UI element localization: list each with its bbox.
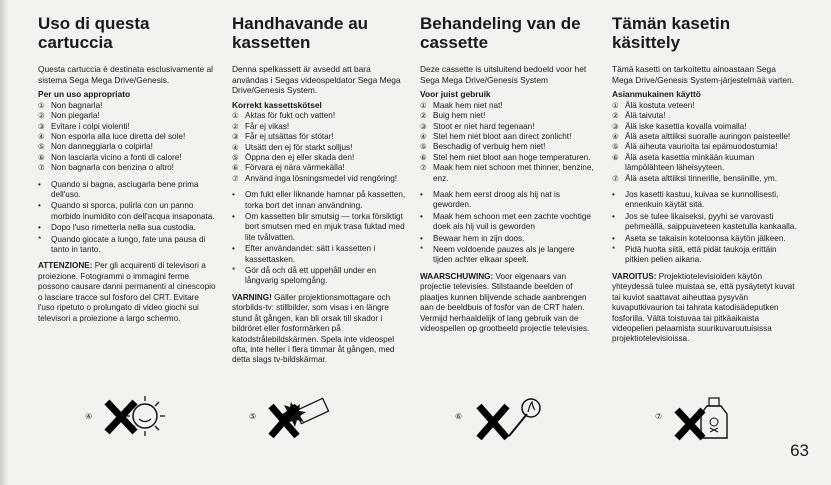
section-title: Behandeling van de cassette (420, 14, 581, 52)
rule-text: Non lasciarla vicino a fonti di calore! (51, 152, 182, 162)
warning-paragraph (420, 272, 596, 334)
list-item (232, 190, 408, 211)
tip-text: Quando giocate a lungo, fate una pausa di tanto in tanto. (51, 234, 206, 255)
list-item (420, 245, 596, 266)
bullet-mark: • (232, 244, 235, 254)
bullet-mark: • (612, 233, 615, 243)
list-item (232, 111, 408, 121)
bullet-mark: • (612, 190, 615, 200)
list-item (38, 235, 216, 256)
pictogram-damage (249, 392, 339, 462)
list-item (612, 234, 798, 244)
list-item (420, 190, 596, 211)
list-item (420, 101, 596, 111)
tip-text: Om fukt eller liknande hamnar på kassetten, torka bort det innan användning. (245, 190, 406, 210)
tip-text: Om kassetten blir smutsig — torka försiktigt bort smutsen med en mjuk trasa fuktad med lite tvålvatten. (245, 212, 405, 242)
intro-text: Deze cassette is uitsluitend bedoeld voor het Sega Mega Drive/Genesis System (420, 64, 587, 85)
list-item (420, 153, 596, 163)
subheading: Per un uso appropriato (38, 89, 131, 100)
list-item (38, 101, 216, 111)
rule-number: ④ (38, 132, 45, 141)
rule-text: Stoot er niet hard tegenaan! (433, 121, 535, 131)
bullet-mark: * (612, 245, 616, 255)
care-rules-list (420, 101, 596, 184)
rule-text: Älä aseta kasettia minkään kuuman lämpölähteen läheisyyteen. (625, 152, 755, 173)
bullet-mark: * (420, 245, 424, 255)
list-item (232, 212, 408, 243)
rule-text: Maak hem niet schoon met thinner, benzine, enz. (433, 163, 594, 183)
pictogram-number: ⑤ (249, 412, 257, 421)
rule-text: Evitare i colpi violenti! (51, 121, 130, 131)
tip-text: Aseta se takaisin koteloonsa käytön jälkeen. (625, 233, 786, 243)
list-item (420, 111, 596, 121)
intro-text: Denna spelkassett är avsedd att bara användas i Segas videospeldator Sega Mega Drive/Genesis System. (232, 64, 401, 96)
list-item (612, 190, 798, 211)
rule-number: ④ (612, 132, 619, 141)
bullet-mark: • (420, 233, 423, 243)
intro-text: Questa cartuccia è destinata esclusivamente al sistema Sega Mega Drive/Genesis. (38, 64, 214, 85)
list-item (232, 153, 408, 163)
rule-text: Non bagnarla con benzina o altro! (51, 163, 174, 173)
no-damage-icon (267, 392, 339, 452)
warning-label: WAARSCHUWING: (420, 271, 494, 281)
tip-text: Efter användandet: sätt i kassetten i kassettasken. (245, 244, 376, 264)
bullet-mark: • (232, 190, 235, 200)
list-item (420, 132, 596, 142)
list-item (420, 163, 596, 184)
rule-text: Buig hem niet! (433, 111, 486, 121)
column-dutch (420, 14, 596, 334)
list-item (38, 153, 216, 163)
warning-text: Per gli acquirenti di televisori a proiezione. Fotogrammi o immagini ferme possono causare danni permanenti al cinescopio o lasciare tracce sul fosforo del CRT. Evitare l'uso ripetuto o prolungato di video giochi sui televisori a proiezione a largo schermo. (38, 261, 216, 323)
tips-list (232, 190, 408, 287)
rule-text: Stel hem niet bloot aan hoge temperaturen. (433, 152, 591, 162)
rule-number: ① (232, 111, 239, 121)
bullet-mark: • (38, 179, 41, 189)
rule-number: ④ (420, 132, 427, 141)
tip-text: Jos se tulee likaiseksi, pyyhi se varovasti pehmeällä, saippuaveteen kastetulla kankaalla. (625, 211, 797, 232)
list-item (38, 132, 216, 142)
bullet-mark: * (38, 234, 42, 244)
bullet-mark: • (420, 190, 423, 200)
list-item (420, 142, 596, 152)
rule-text: Öppna den ej eller skada den! (245, 153, 355, 162)
tips-list (420, 190, 596, 266)
tip-text: Maak hem schoon met een zachte vochtige doek als hij vuil is geworden (433, 211, 591, 232)
warning-text: Gäller projektionsmottagare och storbilds-tv: stillbilder, som visas i en längre stund åt gången, kan bli orsak till skador i bildröret eller fosformärken på katodstrålebildskärmen. Spela inte videospel ofta, inte heller i flera timmar åt gången, med detta slags tv-bildskärmar. (232, 292, 395, 365)
bullet-mark: • (612, 211, 615, 221)
warning-label: ATTENZIONE: (38, 261, 93, 271)
rule-number: ⑥ (612, 152, 619, 162)
list-item (612, 212, 798, 233)
rule-text: Älä kostuta veteen! (625, 100, 695, 110)
rule-text: Non esporla alla luce diretta del sole! (51, 132, 186, 141)
rule-text: Aktas för fukt och vatten! (245, 111, 336, 121)
bullet-mark: • (232, 212, 235, 222)
list-item (232, 244, 408, 265)
care-rules-list (612, 101, 798, 184)
list-item (612, 122, 798, 132)
rule-number: ⑤ (420, 142, 427, 152)
bullet-mark: • (38, 223, 41, 233)
subheading: Asianmukainen käyttö (612, 89, 701, 100)
rule-text: Non danneggiarla o colpirla! (51, 142, 153, 152)
pictogram-number: ④ (85, 412, 93, 421)
section-title: Tämän kasetin käsittely (612, 14, 731, 52)
list-item (232, 266, 408, 287)
rule-number: ② (612, 111, 619, 121)
list-item (612, 101, 798, 111)
rule-text: Älä iske kasettia kovalla voimalla! (625, 121, 747, 131)
subheading: Voor juist gebruik (420, 89, 491, 100)
warning-paragraph (38, 261, 216, 323)
list-item (232, 163, 408, 173)
pictogram-sun (85, 392, 175, 462)
list-item (38, 163, 216, 173)
list-item (612, 245, 798, 266)
rule-text: Använd inga lösningsmedel vid rengöring! (245, 173, 398, 183)
list-item (38, 201, 216, 222)
warning-text: Voor eigenaars van projectie televisies. Stilstaande beelden of plaatjes kunnen blijvende schade aanbrengen aan de beeldbuis of fosfor van de CRT halen. Vermijd herhaaldelijk of lang gebruik van de videospellen op grootbeeld projectie televisies. (420, 271, 590, 333)
pictogram-thinner (655, 392, 755, 462)
pictogram-number: ⑥ (455, 412, 463, 421)
rule-number: ③ (612, 121, 619, 131)
rule-number: ① (38, 100, 45, 110)
rule-text: Förvara ej nära värmekälla! (245, 163, 345, 173)
rule-number: ③ (38, 121, 45, 131)
intro-text: Tämä kasetti on tarkoitettu ainoastaan Sega Mega Drive/Genesis System-järjestelmää varten. (612, 64, 794, 85)
section-title: Handhavande au kassetten (232, 14, 369, 52)
rule-text: Non bagnarla! (51, 100, 103, 110)
no-sun-icon (101, 392, 173, 452)
warning-label: VAROITUS: (612, 271, 657, 281)
list-item (38, 122, 216, 132)
rule-text: Stel hem niet bloot aan direct zonlicht! (433, 132, 572, 141)
rule-number: ⑥ (232, 163, 239, 173)
rule-number: ② (232, 121, 239, 131)
column-swedish (232, 14, 408, 366)
tips-list (612, 190, 798, 266)
rule-number: ② (38, 111, 45, 121)
rule-text: Älä taivuta! (625, 111, 666, 121)
list-item (420, 234, 596, 244)
rule-number: ⑤ (612, 142, 619, 152)
rule-text: Utsätt den ej för starkt solljus! (245, 142, 353, 152)
tip-text: Quando si bagna, asciugarla bene prima dell'uso. (51, 179, 199, 200)
rule-number: ⑦ (38, 163, 45, 173)
care-rules-list (232, 111, 408, 184)
bullet-mark: * (232, 266, 236, 276)
list-item (232, 132, 408, 142)
list-item (38, 180, 216, 201)
tip-text: Neem voldoende pauzes als je langere tijden achter elkaar speelt. (433, 245, 575, 265)
rule-text: Beschadig of verbuig hem niet! (433, 142, 546, 152)
tip-text: Jos kasetti kastuu, kuivaa se kunnollisesti, ennenkuin käytät sitä. (625, 190, 779, 210)
rule-number: ③ (232, 132, 239, 142)
list-item (232, 174, 408, 184)
warning-text: Projektiotelevisioiden käytön yhteydessä tulee muistaa se, että pysäytetyt kuvat tai kuviot saattavat aiheuttaa pysyvän kuvaputkivaurion tai tahrata katodisädeputken fosforilla. Vältä toistuvaa tai pitkäaikaista videopelien pelaamista suurikuvaruutuisissa projektiotelevisioissa. (612, 271, 795, 344)
rule-number: ⑤ (38, 142, 45, 152)
tip-text: Dopo l'uso rimetterla nella sua custodia. (51, 223, 196, 233)
rule-text: Älä aiheuta vaurioita tai epämuodostumia! (625, 142, 778, 152)
list-item (232, 122, 408, 132)
rule-number: ④ (232, 142, 239, 152)
tip-text: Bewaar hem in zijn doos. (433, 233, 525, 243)
rule-number: ⑦ (612, 173, 619, 183)
rule-text: Får ej vikas! (245, 121, 290, 131)
rule-number: ⑥ (38, 152, 45, 162)
rule-number: ⑤ (232, 153, 239, 162)
rule-text: Får ej utsättas för stötar! (245, 132, 334, 142)
rule-number: ⑦ (232, 173, 239, 183)
rule-text: Älä aseta alttiiksi tinnerille, bensiinille, ym. (625, 173, 777, 183)
list-item (612, 174, 798, 184)
rule-number: ③ (420, 121, 427, 131)
tip-text: Gör då och då ett uppehåll under en långvarig spelomgång. (245, 266, 377, 286)
list-item (612, 142, 798, 152)
subheading: Korrekt kassettskötsel (232, 99, 322, 110)
list-item (612, 153, 798, 174)
list-item (612, 132, 798, 142)
section-title: Uso di questa cartuccia (38, 14, 150, 52)
rule-text: Älä aseta alttiiksi suoralle auringon paisteelle! (625, 132, 791, 141)
care-rules-list (38, 101, 216, 174)
bullet-mark: • (420, 211, 423, 221)
list-item (612, 111, 798, 121)
list-item (38, 223, 216, 233)
list-item (38, 111, 216, 121)
tip-text: Maak hem eerst droog als hij nat is geworden. (433, 190, 560, 210)
pictogram-heat (455, 392, 555, 462)
warning-paragraph (612, 272, 798, 345)
no-heat-icon (471, 392, 551, 452)
tip-text: Quando si sporca, pulirla con un panno morbido inumidito con dell'acqua insaponata. (51, 201, 215, 221)
list-item (38, 142, 216, 152)
tip-text: Pidä huolta siitä, että pidät taukoja erittäin pitkien pelien aikana. (625, 245, 777, 265)
rule-number: ⑦ (420, 163, 427, 173)
column-italian (38, 14, 216, 324)
warning-label: VARNING! (232, 292, 272, 302)
rule-number: ⑥ (420, 152, 427, 162)
pictogram-number: ⑦ (655, 412, 663, 421)
rule-number: ② (420, 111, 427, 121)
bullet-mark: • (38, 201, 41, 211)
warning-paragraph (232, 293, 408, 366)
rule-text: Maak hem niet nat! (433, 100, 503, 110)
rule-number: ① (612, 100, 619, 110)
page-edge-shadow (0, 0, 8, 485)
list-item (420, 122, 596, 132)
tips-list (38, 180, 216, 256)
no-thinner-icon (673, 392, 753, 452)
column-finnish (612, 14, 798, 345)
list-item (232, 143, 408, 153)
rule-number: ① (420, 100, 427, 110)
rule-text: Non piegarla! (51, 111, 100, 121)
list-item (420, 212, 596, 233)
page-number: 63 (790, 441, 809, 460)
